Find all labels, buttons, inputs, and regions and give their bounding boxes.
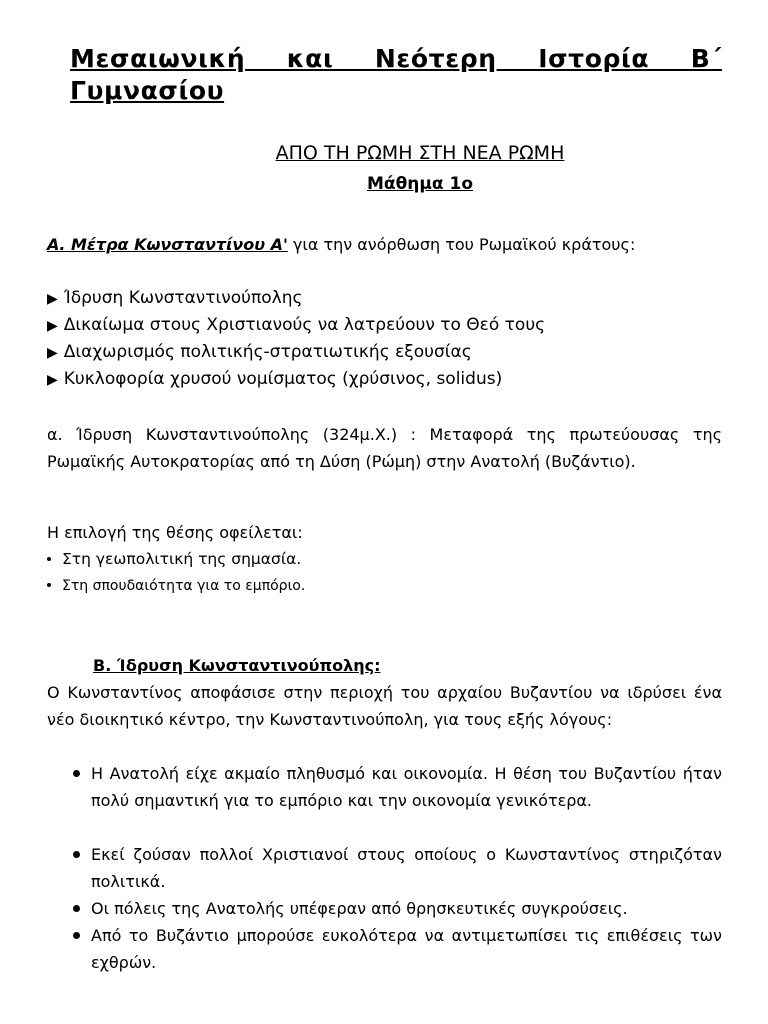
arrow-icon: ▶ [47, 291, 58, 307]
section-a-title: Α. Μέτρα Κωνσταντίνου Α' [47, 235, 288, 254]
measure-text: Διαχωρισμός πολιτικής-στρατιωτικής εξουσίας [63, 342, 472, 362]
document-title-line1: Μεσαιωνική και Νεότερη Ιστορία Β΄ [70, 44, 722, 73]
measure-item [47, 341, 472, 364]
measure-text: Δικαίωμα στους Χριστιανούς να λατρεύουν το Θεό τους [63, 315, 546, 335]
lesson-heading: Μάθημα 1ο [367, 174, 473, 194]
section-b-title: Β. Ίδρυση Κωνσταντινούπολης: [93, 656, 381, 675]
paragraph-a: α. Ίδρυση Κωνσταντινούπολης (324μ.Χ.) : Μεταφορά της πρωτεύουσας της Ρωμαϊκής Αυτοκρατορίας από τη Δύση (Ρώμη) στην Ανατολή (Βυζάντιο). [47, 425, 722, 471]
list-item: Οι πόλεις της Ανατολής υπέφεραν από θρησκευτικές συγκρούσεις. [91, 899, 628, 918]
section-b-intro: Ο Κωνσταντίνος αποφάσισε στην περιοχή του αρχαίου Βυζαντίου να ιδρύσει ένα νέο διοικητικό κέντρο, την Κωνσταντινούπολη, για τους εξής λόγους: [47, 683, 722, 729]
section-a-title-rest: για την ανόρθωση του Ρωμαϊκού κράτους: [287, 235, 636, 254]
bullet-icon [73, 770, 80, 777]
reason-text: Στη γεωπολιτική της σημασία. [62, 550, 302, 568]
section-a-heading [47, 234, 635, 256]
main-heading: ΑΠΟ ΤΗ ΡΩΜΗ ΣΤΗ ΝΕΑ ΡΩΜΗ [275, 142, 565, 164]
measure-text: Κυκλοφορία χρυσού νομίσματος (χρύσινος, solidus) [63, 369, 503, 389]
measure-item [47, 368, 502, 391]
bullet-icon [73, 851, 80, 858]
measure-text: Ίδρυση Κωνσταντινούπολης [63, 288, 303, 308]
measure-item [47, 287, 302, 310]
measure-item [47, 314, 545, 337]
list-item: Εκεί ζούσαν πολλοί Χριστιανοί στους οποίους ο Κωνσταντίνος στηριζόταν πολιτικά. [91, 845, 722, 891]
document-title-line2: Γυμνασίου [70, 76, 225, 105]
arrow-icon: ▶ [47, 372, 58, 388]
bullet-icon [73, 932, 80, 939]
choice-intro: Η επιλογή της θέσης οφείλεται: [47, 523, 303, 542]
reason-item [47, 548, 301, 570]
arrow-icon: ▶ [47, 345, 58, 361]
bullet-icon [73, 905, 80, 912]
arrow-icon: ▶ [47, 318, 58, 334]
reason-item [47, 575, 305, 597]
list-item: Από το Βυζάντιο μπορούσε ευκολότερα να αντιμετωπίσει τις επιθέσεις των εχθρών. [91, 926, 722, 972]
bullet-icon [47, 583, 51, 587]
bullet-icon [47, 557, 51, 561]
reason-text: Στη σπουδαιότητα για το εμπόριο. [62, 578, 306, 594]
list-item: Η Ανατολή είχε ακμαίο πληθυσμό και οικονομία. Η θέση του Βυζαντίου ήταν πολύ σημαντική για το εμπόριο και την οικονομία γενικότερα. [91, 764, 722, 810]
